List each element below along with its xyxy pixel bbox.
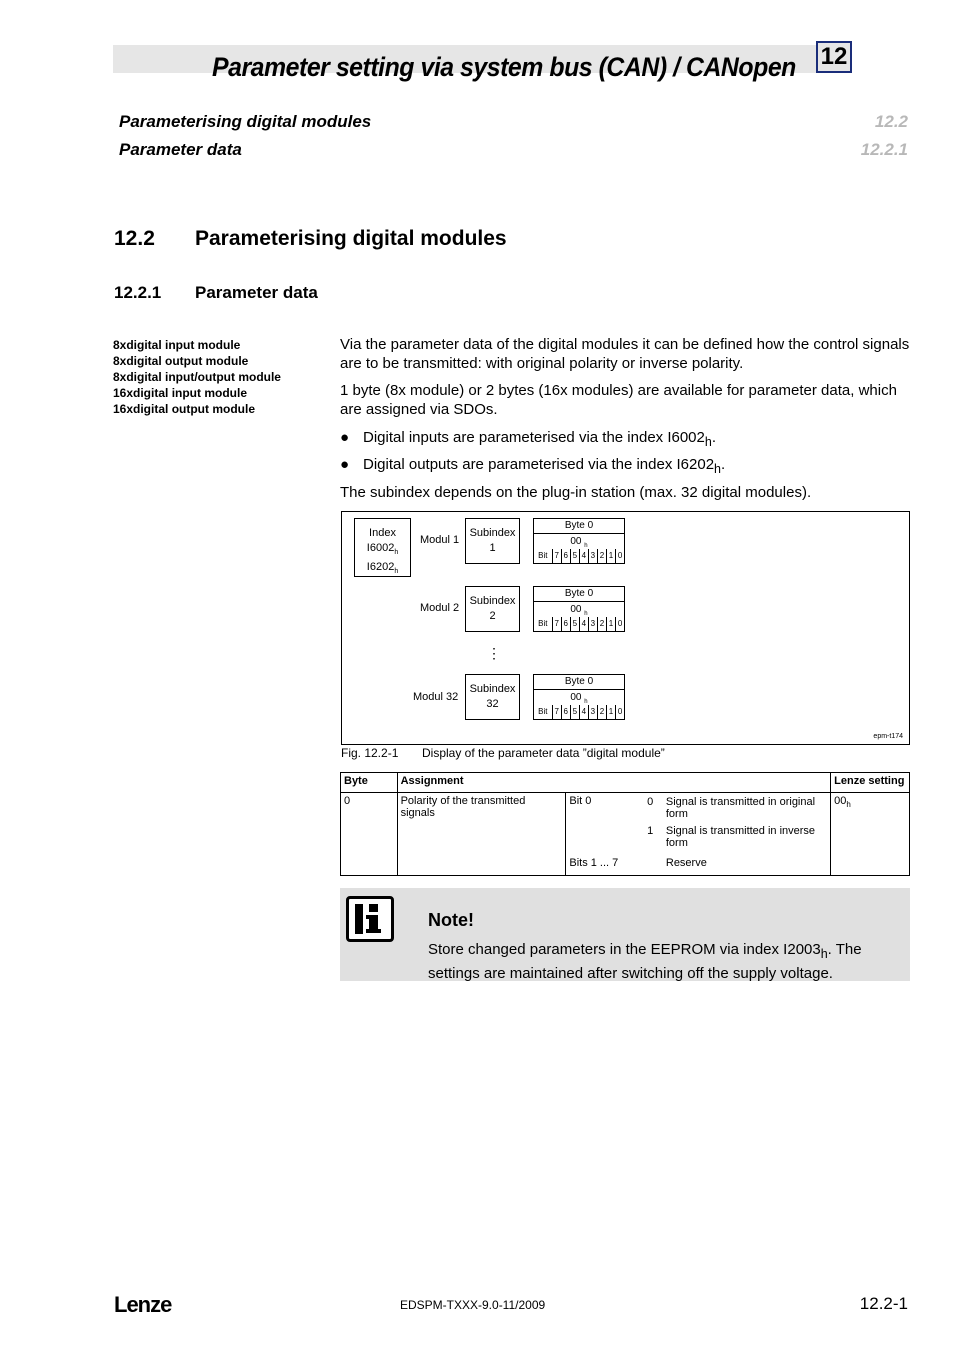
note-text: Store changed parameters in the EEPROM via index $I2003_h$. The settings are maintained after switching off the supply voltage. <box>428 941 862 982</box>
module-label: Modul 2 <box>420 602 460 614</box>
figure-diagram <box>341 511 910 745</box>
margin-note: 8xdigital output module <box>113 354 249 368</box>
info-icon <box>346 896 394 942</box>
table-cell-bits: Bit 0 Bits 1 ... 7 <box>566 793 638 876</box>
subsection-number: 12.2.1 <box>114 283 162 302</box>
table-cell-values: 0 1 <box>638 793 663 876</box>
margin-note: 16xdigital output module <box>113 402 256 416</box>
margin-note: 8xdigital input/output module <box>113 370 281 384</box>
ellipsis: ⋮ <box>487 645 501 661</box>
paragraph-2: 1 byte (8x module) or 2 bytes (16x modules) are available for parameter data, which are assigned via SDOs. <box>340 382 897 418</box>
doc-id: EDSPM-TXXX-9.0-11/2009 <box>400 1298 546 1312</box>
chapter-title: Parameter setting via system bus (CAN) / CANopen <box>212 52 796 82</box>
note-box <box>340 888 910 981</box>
page-number: 12.2-1 <box>859 1294 908 1313</box>
bullet-dot: ● <box>340 456 350 473</box>
subsection-title: Parameter data <box>195 283 318 302</box>
table-cell-lenze: $00_h$ <box>831 793 910 876</box>
parameter-table <box>340 772 910 876</box>
note-title: Note! <box>428 910 474 930</box>
margin-note: 8xdigital input module <box>113 338 241 352</box>
subsection-heading <box>114 283 318 303</box>
bullet-item: ● Digital outputs are parameterised via the index $I6202_h$. <box>340 456 726 476</box>
subindex-box: Subindex 2 <box>465 586 520 632</box>
figure-code: epm-t174 <box>873 733 903 740</box>
byte-box: Byte 0 00 $_h$ Bit 7 6 5 4 3 2 1 0 <box>533 586 625 632</box>
bullet-dot: ● <box>340 429 350 446</box>
paragraph-1: Via the parameter data of the digital modules it can be defined how the control signals are to be transmitted: with original polarity or inverse polarity. <box>340 336 910 372</box>
table-cell-byte: 0 <box>341 793 398 876</box>
header-subtitle-2: Parameter data <box>119 140 242 159</box>
subindex-box: Subindex 1 <box>465 518 520 564</box>
byte-box: Byte 0 00 $_h$ Bit 7 6 5 4 3 2 1 0 <box>533 674 625 720</box>
table-row <box>341 793 910 876</box>
table-cell-assignment: Polarity of the transmitted signals <box>397 793 566 876</box>
figure-caption: Fig. 12.2-1 Display of the parameter data ”digital module” <box>341 746 665 760</box>
section-heading <box>114 227 507 251</box>
header-subnumber-2: 12.2.1 <box>860 140 908 159</box>
byte-box: Byte 0 00 $_h$ Bit 7 6 5 4 3 2 1 0 <box>533 518 625 564</box>
header-subtitle-1: Parameterising digital modules <box>119 112 372 131</box>
table-header: Byte <box>341 773 398 793</box>
margin-notes <box>113 337 281 417</box>
bullet-item: ● Digital inputs are parameterised via the index $I6002_h$. <box>340 429 716 449</box>
subindex-box: Subindex 32 <box>465 674 520 720</box>
section-number: 12.2 <box>114 227 155 250</box>
lenze-logo: Lenze <box>114 1292 172 1317</box>
module-label: Modul 1 <box>420 534 460 546</box>
index-box: Index $I6002_h$ $I6202_h$ <box>354 518 411 577</box>
table-cell-descriptions: Signal is transmitted in original form Signal is transmitted in inverse form Reserve <box>663 793 831 876</box>
chapter-number: 12 <box>816 41 852 73</box>
table-header: Lenze setting <box>831 773 910 793</box>
module-label: Modul 32 <box>413 691 459 703</box>
paragraph-3: The subindex depends on the plug-in station (max. 32 digital modules). <box>340 484 812 501</box>
margin-note: 16xdigital input module <box>113 386 248 400</box>
header-subnumber-1: 12.2 <box>874 112 908 131</box>
table-header: Assignment <box>397 773 831 793</box>
section-title: Parameterising digital modules <box>195 227 507 250</box>
